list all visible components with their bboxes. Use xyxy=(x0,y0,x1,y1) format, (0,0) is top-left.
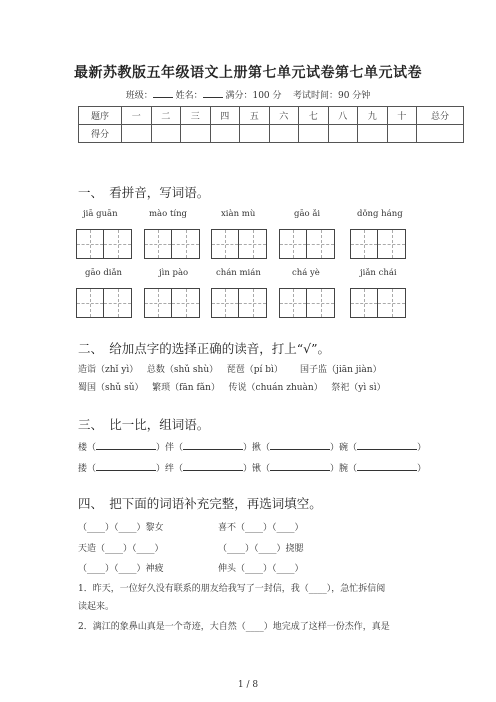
idiom-fill-1b[interactable]: 喜不（____）（____） xyxy=(218,523,304,533)
score-table xyxy=(78,106,464,143)
th-total: 总分 xyxy=(417,107,464,125)
answer-blank[interactable] xyxy=(96,461,156,471)
char-label: ） xyxy=(417,464,427,474)
writing-grid[interactable] xyxy=(279,229,335,259)
char-label: ）锹（ xyxy=(243,464,271,474)
char-label: ） xyxy=(417,443,427,453)
name-label: 姓名： xyxy=(175,91,203,101)
score-cell[interactable] xyxy=(358,125,388,143)
question-2: 2．漓江的象鼻山真是一个奇迹，大自然（____）地完成了这样一份杰作，真是 xyxy=(78,622,390,632)
reading-choice-line-1 xyxy=(78,362,382,375)
score-label: 得分 xyxy=(79,125,122,143)
section-4-heading: 四、 把下面的词语补充完整，再选词填空。 xyxy=(78,496,322,511)
full-score: 满分：100 分 xyxy=(225,91,282,101)
pinyin-2-3: chán mián xyxy=(216,268,261,278)
pinyin-2-4: chá yè xyxy=(292,268,320,278)
score-cell[interactable] xyxy=(122,125,152,143)
char-label: ）伴（ xyxy=(156,443,184,453)
score-cell[interactable] xyxy=(181,125,211,143)
char-label: ）揪（ xyxy=(243,443,271,453)
th-5: 五 xyxy=(240,107,270,125)
writing-grid[interactable] xyxy=(211,229,267,259)
score-cell[interactable] xyxy=(151,125,181,143)
th-4: 四 xyxy=(210,107,240,125)
choice-item[interactable]: 繁琐（fān fǎn） xyxy=(152,383,220,393)
answer-blank[interactable] xyxy=(183,461,243,471)
pinyin-1-5: dǒng háng xyxy=(357,209,403,219)
th-2: 二 xyxy=(151,107,181,125)
th-10: 十 xyxy=(387,107,417,125)
class-label: 班级： xyxy=(125,91,153,101)
choice-item[interactable]: 总数（shǔ shù） xyxy=(146,365,219,375)
score-cell[interactable] xyxy=(299,125,329,143)
writing-grid[interactable] xyxy=(144,229,200,259)
pinyin-2-2: jìn pào xyxy=(159,268,189,278)
pinyin-1-4: gāo ǎi xyxy=(294,209,321,219)
idiom-fill-2b[interactable]: （____）（____）挠腮 xyxy=(218,544,304,554)
idiom-fill-1a[interactable]: （____）（____）黎女 xyxy=(78,523,164,533)
exam-info xyxy=(0,88,496,101)
class-blank[interactable] xyxy=(153,89,173,98)
score-value-row xyxy=(79,125,464,143)
writing-grid[interactable] xyxy=(350,229,406,259)
section-2-heading: 二、 给加点字的选择正确的读音，打上“√”。 xyxy=(78,341,330,356)
name-blank[interactable] xyxy=(203,89,223,98)
answer-blank[interactable] xyxy=(270,440,330,450)
score-cell[interactable] xyxy=(328,125,358,143)
reading-choice-line-2 xyxy=(78,380,386,393)
score-cell[interactable] xyxy=(269,125,299,143)
score-cell[interactable] xyxy=(417,125,464,143)
pinyin-1-2: mào tíng xyxy=(149,209,187,219)
score-header-row xyxy=(79,107,464,125)
pinyin-1-1: jiā guān xyxy=(83,209,118,219)
exam-time: 考试时间：90 分钟 xyxy=(292,91,371,101)
th-1: 一 xyxy=(122,107,152,125)
char-label: 搂（ xyxy=(78,464,97,474)
section-1-heading: 一、 看拼音，写词语。 xyxy=(78,185,210,200)
answer-blank[interactable] xyxy=(183,440,243,450)
th-order: 题序 xyxy=(79,107,122,125)
idiom-fill-2a[interactable]: 天造（____）（____） xyxy=(78,544,164,554)
th-3: 三 xyxy=(181,107,211,125)
choice-item[interactable]: 国子监（jiān jiàn） xyxy=(300,365,382,375)
char-label: 楼（ xyxy=(78,443,97,453)
char-label: ）腕（ xyxy=(330,464,358,474)
choice-item[interactable]: 琵琶（pí bì） xyxy=(226,365,283,375)
th-9: 九 xyxy=(358,107,388,125)
page-number: 1 / 8 xyxy=(237,680,259,690)
pinyin-1-3: xiàn mù xyxy=(221,209,256,219)
writing-grid[interactable] xyxy=(350,288,406,318)
section-3-heading: 三、 比一比，组词语。 xyxy=(78,417,210,432)
choice-item[interactable]: 祭祀（yì sì） xyxy=(331,383,386,393)
idiom-fill-3b[interactable]: 伸头（____）（____） xyxy=(218,564,304,574)
th-8: 八 xyxy=(328,107,358,125)
writing-grid[interactable] xyxy=(144,288,200,318)
choice-item[interactable]: 蜀国（shǔ sǔ） xyxy=(78,383,144,393)
answer-blank[interactable] xyxy=(96,440,156,450)
page-title: 最新苏教版五年级语文上册第七单元试卷第七单元试卷 xyxy=(74,65,422,81)
score-cell[interactable] xyxy=(210,125,240,143)
answer-blank[interactable] xyxy=(357,461,417,471)
pinyin-2-5: jiǎn chái xyxy=(360,268,397,278)
pinyin-2-1: gāo diǎn xyxy=(85,268,123,278)
th-6: 六 xyxy=(269,107,299,125)
answer-blank[interactable] xyxy=(357,440,417,450)
th-7: 七 xyxy=(299,107,329,125)
choice-item[interactable]: 传说（chuán zhuàn） xyxy=(228,383,323,393)
writing-grid[interactable] xyxy=(279,288,335,318)
score-cell[interactable] xyxy=(387,125,417,143)
answer-blank[interactable] xyxy=(270,461,330,471)
compare-line-2 xyxy=(78,461,426,474)
idiom-fill-3a[interactable]: （____）（____）神疲 xyxy=(78,564,164,574)
writing-grid[interactable] xyxy=(76,288,132,318)
writing-grid[interactable] xyxy=(76,229,132,259)
compare-line-1 xyxy=(78,440,426,453)
writing-grid[interactable] xyxy=(211,288,267,318)
question-1: 1．昨天，一位好久没有联系的朋友给我写了一封信，我（____），急忙拆信阅 xyxy=(78,584,386,594)
score-cell[interactable] xyxy=(240,125,270,143)
choice-item[interactable]: 造诣（zhǐ yì） xyxy=(78,365,139,375)
question-1-cont: 读起来。 xyxy=(78,602,115,612)
char-label: ）绊（ xyxy=(156,464,184,474)
char-label: ）碗（ xyxy=(330,443,358,453)
